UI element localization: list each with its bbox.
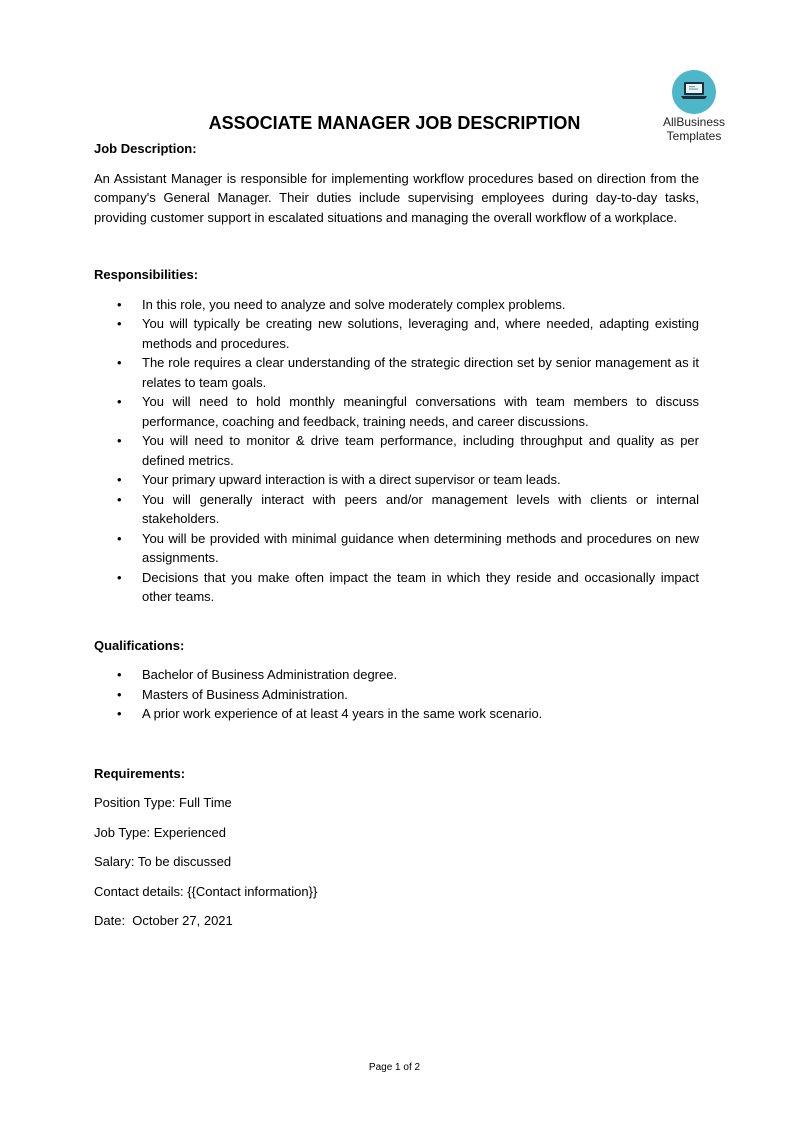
list-item: • Your primary upward interaction is with a direct supervisor or team leads. <box>94 470 699 490</box>
document-body <box>94 139 699 931</box>
list-item: • You will generally interact with peers and/or management levels with clients or internal stakeholders. <box>94 490 699 529</box>
qualifications-heading: Qualifications: <box>94 637 185 653</box>
logo-text-line2: Templates <box>666 129 722 143</box>
logo-badge <box>672 70 716 114</box>
list-item: • Bachelor of Business Administration degree. <box>94 665 699 685</box>
salary: Salary: To be discussed <box>94 854 232 869</box>
document-date: Date: October 27, 2021 <box>94 913 233 928</box>
laptop-icon <box>680 80 708 102</box>
responsibilities-list <box>94 295 699 607</box>
contact-details: Contact details: {{Contact information}} <box>94 883 318 899</box>
list-item: • Masters of Business Administration. <box>94 685 699 705</box>
position-type: Position Type: Full Time <box>94 795 232 810</box>
job-description-text: An Assistant Manager is responsible for implementing workflow procedures based on direction from the company's General Manager. Their duties include supervising employees during day-to-day tasks, providing customer support in escalated situations and managing the overall workflow of a workplace. <box>94 170 699 225</box>
responsibilities-heading: Responsibilities: <box>94 267 199 282</box>
list-item: • A prior work experience of at least 4 years in the same work scenario. <box>94 704 699 724</box>
list-item: • You will need to monitor & drive team performance, including throughput and quality as per defined metrics. <box>94 431 699 470</box>
job-description-heading: Job Description: <box>94 141 197 156</box>
qualifications-list <box>94 665 699 724</box>
list-item: • You will be provided with minimal guidance when determining methods and procedures on new assignments. <box>94 529 699 568</box>
job-type: Job Type: Experienced <box>94 824 227 840</box>
list-item: • You will typically be creating new solutions, leveraging and, where needed, adapting existing methods and procedures. <box>94 314 699 353</box>
logo-text-line1: AllBusiness <box>662 115 726 129</box>
list-item: • You will need to hold monthly meaningful conversations with team members to discuss performance, coaching and feedback, training needs, and career discussions. <box>94 392 699 431</box>
list-item: • In this role, you need to analyze and solve moderately complex problems. <box>94 295 699 315</box>
requirements-heading: Requirements: <box>94 765 186 781</box>
page-number: Page 1 of 2 <box>368 1062 421 1073</box>
list-item: • Decisions that you make often impact the team in which they reside and occasionally impact other teams. <box>94 568 699 607</box>
list-item: • The role requires a clear understanding of the strategic direction set by senior management as it relates to team goals. <box>94 353 699 392</box>
page-title: ASSOCIATE MANAGER JOB DESCRIPTION <box>208 113 581 133</box>
